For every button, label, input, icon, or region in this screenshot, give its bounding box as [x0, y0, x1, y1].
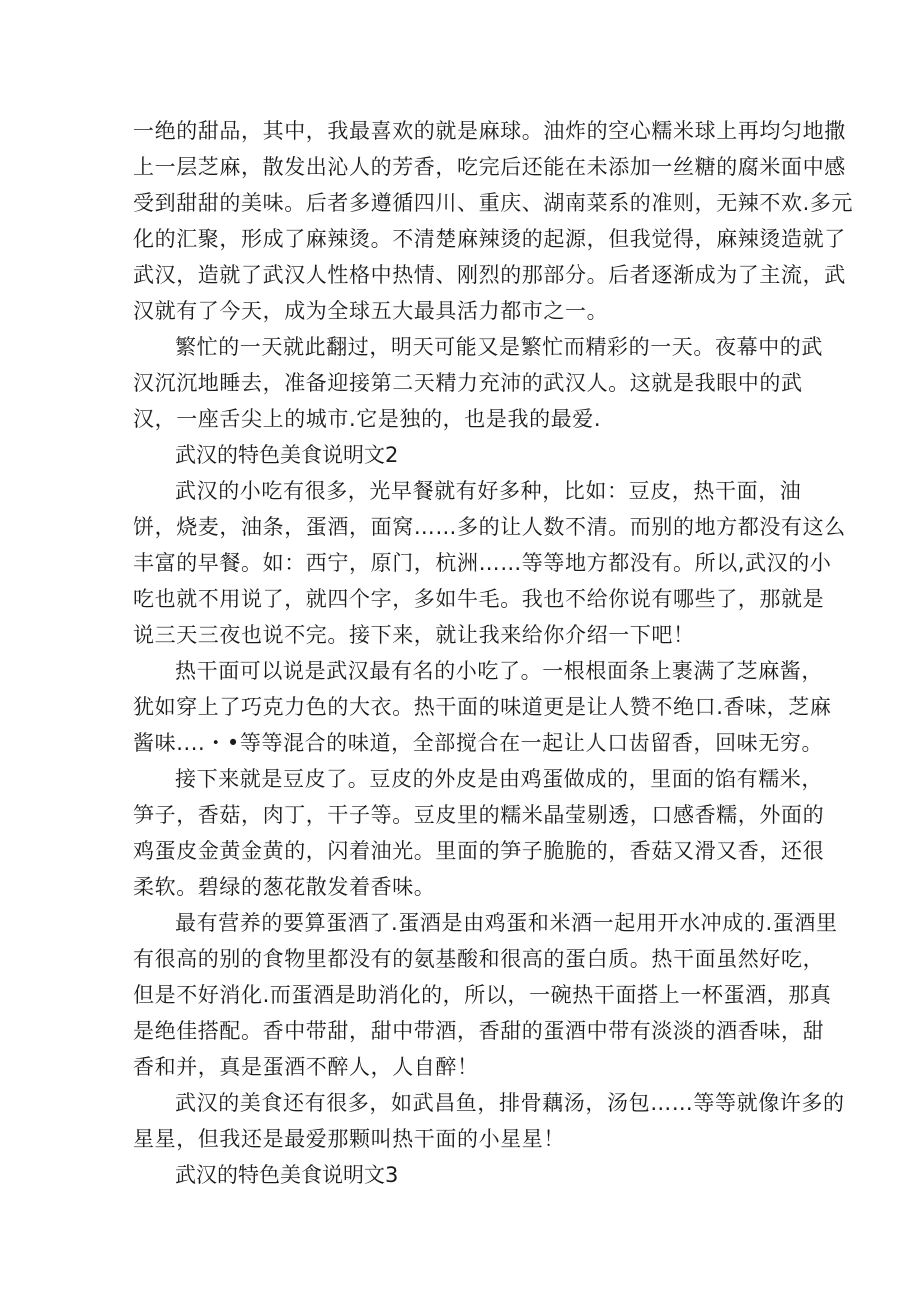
text-line-18: 酱味....・•等等混合的味道，全部搅合在一起让人口齿留香，回味无穷。 [133, 731, 824, 755]
text-line-17: 犹如穿上了巧克力色的大衣。热干面的味道更是让人赞不绝口.香味，芝麻 [133, 695, 832, 719]
text-line-13: 丰富的早餐。如：西宁，原门，杭洲……等等地方都没有。所以,武汉的小 [133, 551, 832, 575]
text-line-28: 武汉的美食还有很多，如武昌鱼，排骨藕汤，汤包……等等就像许多的 [175, 1091, 845, 1115]
text-line-19: 接下来就是豆皮了。豆皮的外皮是由鸡蛋做成的，里面的馅有糯米， [175, 767, 823, 791]
section-heading-3: 武汉的特色美食说明文3 [175, 1163, 399, 1187]
text-line-2: 上一层芝麻，散发出沁人的芳香，吃完后还能在未添加一丝糖的腐米面中感 [133, 155, 846, 179]
text-line-21: 鸡蛋皮金黄金黄的，闪着油光。里面的笋子脆脆的，香菇又滑又香，还很 [133, 839, 825, 863]
text-line-23: 最有营养的要算蛋酒了.蛋酒是由鸡蛋和米酒一起用开水冲成的.蛋酒里 [175, 911, 838, 935]
text-line-1: 一绝的甜品，其中，我最喜欢的就是麻球。油炸的空心糯米球上再均匀地撒 [133, 119, 846, 143]
text-line-20: 笋子，香菇，肉丁，干子等。豆皮里的糯米晶莹剔透，口感香糯，外面的 [133, 803, 825, 827]
text-line-14: 吃也就不用说了，就四个字，多如牛毛。我也不给你说有哪些了，那就是 [133, 587, 825, 611]
text-line-7: 繁忙的一天就此翻过，明天可能又是繁忙而精彩的一天。夜幕中的武 [175, 335, 823, 359]
text-line-3: 受到甜甜的美味。后者多遵循四川、重庆、湖南菜系的准则，无辣不欢.多元 [133, 191, 854, 215]
text-line-5: 武汉，造就了武汉人性格中热情、刚烈的那部分。后者逐渐成为了主流，武 [133, 263, 846, 287]
text-line-29: 星星，但我还是最爱那颗叫热干面的小星星！ [133, 1127, 565, 1151]
text-line-9: 汉，一座舌尖上的城市.它是独的，也是我的最爱. [133, 407, 602, 431]
text-line-8: 汉沉沉地睡去，准备迎接第二天精力充沛的武汉人。这就是我眼中的武 [133, 371, 803, 395]
section-heading-2: 武汉的特色美食说明文2 [175, 443, 399, 467]
text-line-27: 香和并，真是蛋酒不醉人，人自醉！ [133, 1055, 479, 1079]
text-line-12: 饼，烧麦，油条，蛋酒，面窝……多的让人数不清。而别的地方都没有这么 [133, 515, 846, 539]
text-line-25: 但是不好消化.而蛋酒是助消化的，所以，一碗热干面搭上一杯蛋酒，那真 [133, 983, 832, 1007]
text-line-6: 汉就有了今天，成为全球五大最具活力都市之一。 [133, 299, 609, 323]
text-line-11: 武汉的小吃有很多，光早餐就有好多种，比如：豆皮，热干面，油 [175, 479, 802, 503]
text-line-24: 有很高的别的食物里都没有的氨基酸和很高的蛋白质。热干面虽然好吃， [133, 947, 825, 971]
text-line-26: 是绝佳搭配。香中带甜，甜中带酒，香甜的蛋酒中带有淡淡的酒香味，甜 [133, 1019, 825, 1043]
text-line-4: 化的汇聚，形成了麻辣烫。不清楚麻辣烫的起源，但我觉得，麻辣烫造就了 [133, 227, 846, 251]
text-line-16: 热干面可以说是武汉最有名的小吃了。一根根面条上裹满了芝麻酱， [175, 659, 823, 683]
text-line-15: 说三天三夜也说不完。接下来，就让我来给你介绍一下吧！ [133, 623, 695, 647]
text-line-22: 柔软。碧绿的葱花散发着香味。 [133, 875, 436, 899]
